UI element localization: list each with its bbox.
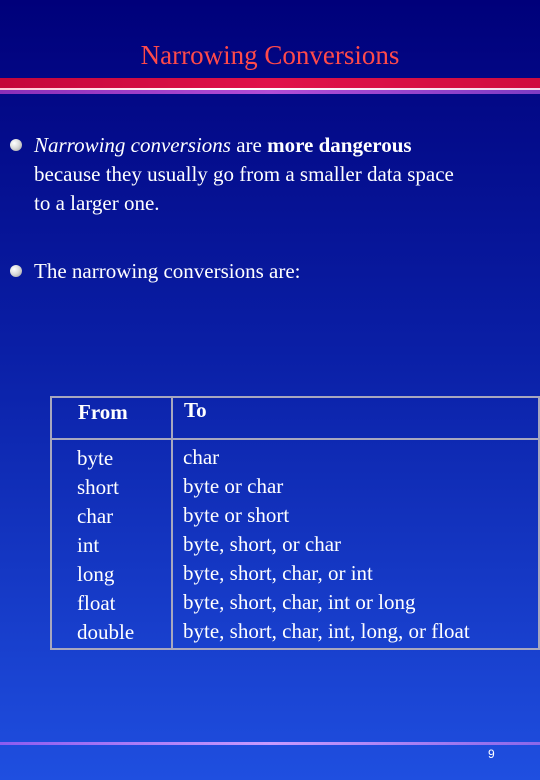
from-cell: char [77,504,114,528]
from-cell: double [77,620,135,644]
footer-rule [0,742,540,745]
from-column [77,444,134,647]
to-cell: byte or short [183,503,290,527]
title-underline-red [0,78,540,88]
bullet-text: The narrowing conversions are: [34,259,301,283]
to-cell: byte, short, char, int, long, or float [183,619,470,643]
header-cell-to [171,396,540,440]
page-number: 9 [488,747,495,761]
bullet-text [34,131,524,218]
from-cell: int [77,533,100,557]
to-cell: char [183,445,220,469]
bullet-dot [10,265,22,277]
header-to: To [184,398,207,422]
bullet-dot [10,139,22,151]
bullet-text-line: because they usually go from a smaller data space [34,162,454,186]
to-cell: byte, short, char, int or long [183,590,416,614]
bullet-text-line: to a larger one. [34,191,160,215]
to-cell: byte, short, or char [183,532,342,556]
to-column [183,443,470,646]
from-cell: byte [77,446,114,470]
to-cell: byte or char [183,474,284,498]
from-cell: long [77,562,115,586]
bullet-text-middle: are [230,133,268,157]
italic-phrase: Narrowing conversions [34,133,231,157]
header-from: From [78,400,128,424]
from-cell: short [77,475,119,499]
conversion-table [50,396,540,650]
from-cell: float [77,591,116,615]
to-cell: byte, short, char, or int [183,561,373,585]
title-underline-violet [0,90,540,94]
bold-phrase: more dangerous [267,133,412,157]
slide-title: Narrowing Conversions [140,40,400,70]
